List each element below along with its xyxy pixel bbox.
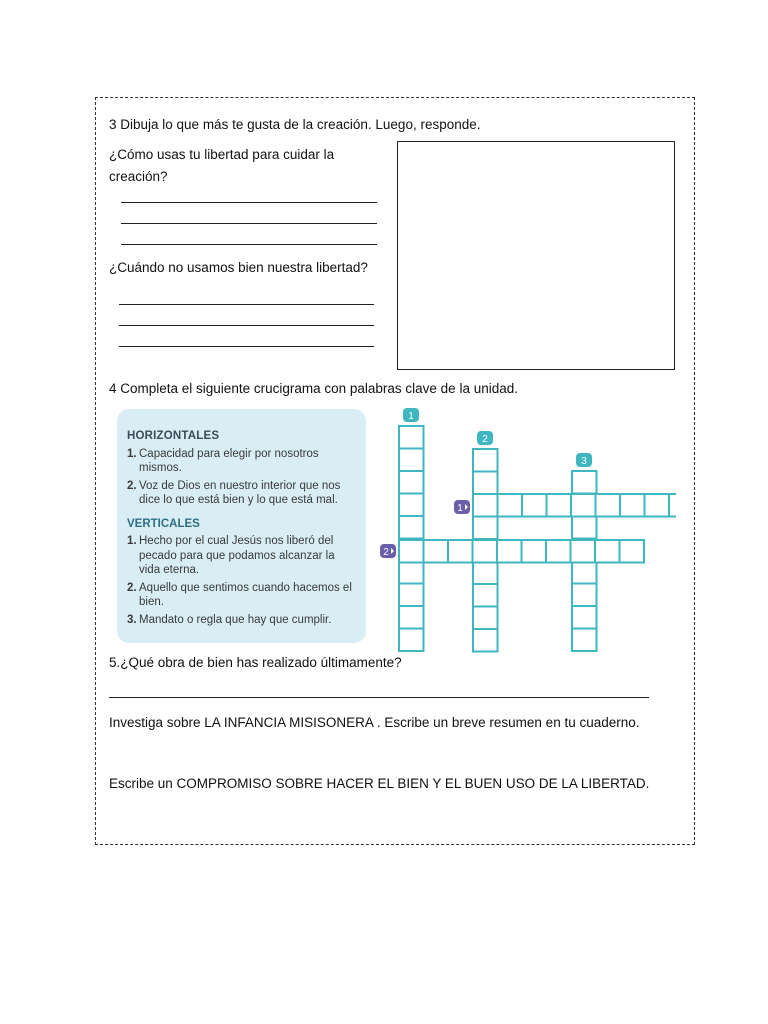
crossword-cell-v3[interactable] [572, 561, 597, 584]
question-3-title: 3 Dibuja lo que más te gusta de la creación. Luego, responde. [109, 117, 481, 132]
crossword-cell-h2[interactable] [620, 540, 645, 563]
investiga-instruction: Investiga sobre LA INFANCIA MISISONERA . Escribe un breve resumen en tu cuaderno. [109, 715, 640, 730]
question-5-title: 5.¿Qué obra de bien has realizado últimamente? [109, 655, 402, 670]
vertical-heading: VERTICALES [127, 517, 200, 530]
crossword-cell-v3[interactable] [572, 606, 597, 629]
question-3b: ¿Cuándo no usamos bien nuestra libertad? [109, 260, 368, 275]
crossword-cell-v2[interactable] [473, 449, 498, 472]
compromiso-instruction: Escribe un COMPROMISO SOBRE HACER EL BIEN Y EL BUEN USO DE LA LIBERTAD. [109, 776, 650, 791]
crossword-cell-h1[interactable] [620, 494, 645, 517]
crossword-cell-v2[interactable] [473, 629, 498, 652]
crossword-cell-h1[interactable] [571, 494, 596, 517]
crossword-clues-panel [117, 409, 366, 643]
crossword-marker-label: 1 [457, 503, 463, 514]
crossword-cell-v2[interactable] [473, 472, 498, 495]
crossword-cell-v3[interactable] [572, 629, 597, 652]
crossword-cell-h2[interactable] [571, 540, 596, 563]
crossword-cell-h2[interactable] [595, 540, 620, 563]
crossword-cell-h1[interactable] [522, 494, 547, 517]
clue-vertical-2: 2. Aquello que sentimos cuando hacemos el bien. [127, 581, 352, 608]
crossword-cell-h2[interactable] [399, 540, 424, 563]
drawing-box[interactable] [397, 141, 675, 370]
question-3a-line1: ¿Cómo usas tu libertad para cuidar la [109, 147, 335, 162]
answer-line[interactable] [121, 244, 377, 245]
crossword-grid [376, 405, 676, 655]
clue-vertical-3: 3. Mandato o regla que hay que cumplir. [127, 613, 332, 626]
crossword-cell-h2[interactable] [522, 540, 547, 563]
answer-line[interactable] [119, 346, 374, 347]
horizontal-heading: HORIZONTALES [127, 430, 220, 442]
crossword-marker-label: 1 [408, 411, 414, 422]
clue-horizontal-1: 1. Capacidad para elegir por nosotros mismos. [127, 447, 319, 474]
question-3a-line2: creación? [109, 169, 168, 184]
crossword-marker-vertical-2 [477, 431, 493, 445]
crossword-marker-label: 2 [482, 434, 488, 445]
crossword-cell-v1[interactable] [399, 449, 424, 472]
crossword-cell-h2[interactable] [473, 540, 498, 563]
crossword-cell-h2[interactable] [448, 540, 473, 563]
crossword-cell-v2[interactable] [473, 607, 498, 630]
crossword-cell-h1[interactable] [547, 494, 572, 517]
crossword-cell-h2[interactable] [546, 540, 571, 563]
crossword-cell-v3[interactable] [572, 584, 597, 607]
crossword-cell-h1[interactable] [645, 494, 670, 517]
crossword-marker-horizontal-1 [454, 500, 470, 514]
crossword-cell-h1[interactable] [669, 494, 676, 517]
crossword-cell-h2[interactable] [424, 540, 449, 563]
crossword-marker-label: 3 [581, 456, 587, 467]
crossword-cell-v3[interactable] [572, 471, 597, 494]
clue-horizontal-2: 2. Voz de Dios en nuestro interior que nos dice lo que está bien y lo que está mal. [127, 479, 341, 506]
crossword-cell-v1[interactable] [399, 561, 424, 584]
answer-line[interactable] [121, 223, 377, 224]
crossword-cell-v2[interactable] [473, 584, 498, 607]
answer-line[interactable] [119, 304, 374, 305]
crossword-marker-label: 2 [383, 547, 389, 558]
answer-line[interactable] [121, 202, 377, 203]
crossword-cell-v1[interactable] [399, 471, 424, 494]
crossword-cell-h1[interactable] [498, 494, 523, 517]
crossword-cell-v3[interactable] [572, 516, 597, 539]
crossword-marker-vertical-3 [576, 453, 592, 467]
crossword-cell-v2[interactable] [473, 517, 498, 540]
crossword-cell-v1[interactable] [399, 584, 424, 607]
crossword-cell-v1[interactable] [399, 516, 424, 539]
crossword-marker-horizontal-2 [380, 544, 396, 558]
answer-line[interactable] [109, 697, 649, 698]
question-4-title: 4 Completa el siguiente crucigrama con palabras clave de la unidad. [109, 381, 518, 396]
crossword-cell-v2[interactable] [473, 562, 498, 585]
crossword-cell-v1[interactable] [399, 629, 424, 652]
crossword-cell-v1[interactable] [399, 426, 424, 449]
crossword-cell-h1[interactable] [596, 494, 621, 517]
crossword-cell-v1[interactable] [399, 494, 424, 517]
answer-line[interactable] [119, 325, 374, 326]
crossword-marker-vertical-1 [403, 408, 419, 422]
crossword-cell-v2[interactable] [473, 494, 498, 517]
crossword-cell-v1[interactable] [399, 606, 424, 629]
crossword-cell-h2[interactable] [497, 540, 522, 563]
clue-vertical-1: 1. Hecho por el cual Jesús nos liberó del pecado para que podamos alcanzar la vida eterna. [127, 535, 335, 576]
